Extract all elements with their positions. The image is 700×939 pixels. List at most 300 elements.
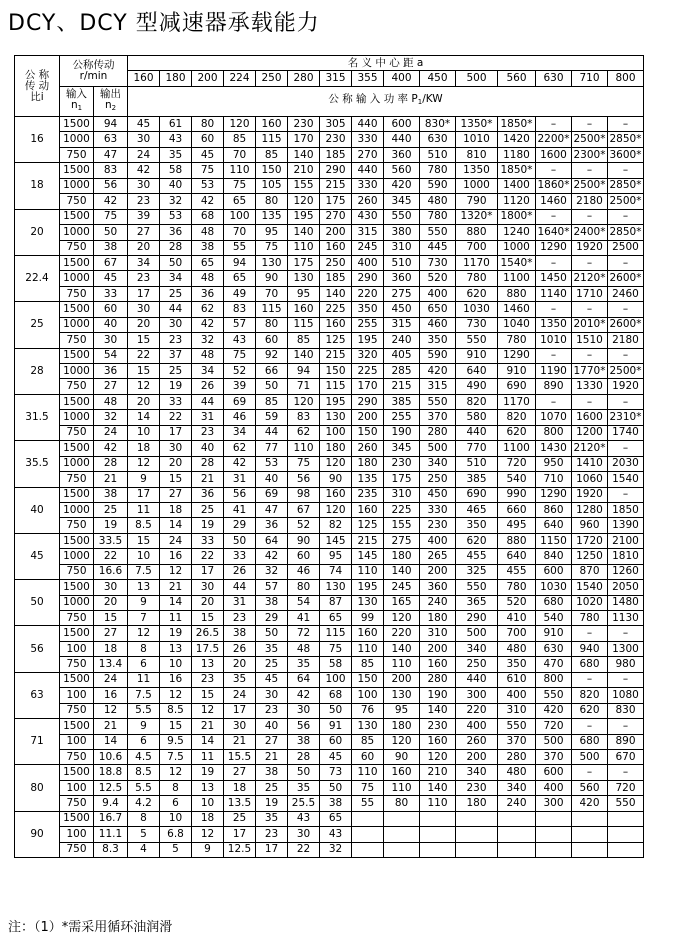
- input-speed-cell: 750: [60, 425, 94, 440]
- power-cell: 85: [352, 657, 384, 672]
- power-cell: 1250: [572, 549, 608, 564]
- ratio-cell: 45: [15, 533, 60, 579]
- power-cell: –: [572, 348, 608, 363]
- power-cell: 250: [420, 472, 456, 487]
- power-cell: 12: [128, 456, 160, 471]
- power-cell: 71: [288, 379, 320, 394]
- power-cell: 5.5: [128, 780, 160, 795]
- power-cell: 49: [224, 286, 256, 301]
- output-speed-cell: 22: [94, 549, 128, 564]
- power-cell: 510: [456, 456, 498, 471]
- power-cell: 880: [498, 533, 536, 548]
- power-cell: 195: [320, 394, 352, 409]
- power-cell: –: [536, 255, 572, 270]
- power-cell: –: [608, 672, 644, 687]
- table-body: [15, 117, 644, 858]
- table-row: [15, 410, 644, 425]
- power-cell: 47: [256, 502, 288, 517]
- power-cell: 1320*: [456, 209, 498, 224]
- power-cell: 19: [192, 518, 224, 533]
- power-cell: 470: [536, 657, 572, 672]
- output-label: 输出 $n_2$: [100, 87, 121, 112]
- power-cell: 155: [288, 178, 320, 193]
- power-cell: 38: [192, 240, 224, 255]
- power-cell: 680: [572, 657, 608, 672]
- power-cell: 69: [224, 394, 256, 409]
- power-cell: 28: [160, 240, 192, 255]
- power-cell: 2010*: [572, 317, 608, 332]
- power-cell: 75: [224, 348, 256, 363]
- power-cell: 120: [384, 611, 420, 626]
- power-cell: 22: [128, 348, 160, 363]
- power-cell: 95: [384, 703, 420, 718]
- power-cell: 44: [192, 394, 224, 409]
- center-distance-cell: 250: [256, 71, 288, 86]
- power-cell: 495: [498, 518, 536, 533]
- table-row: [15, 425, 644, 440]
- power-cell: 9: [192, 842, 224, 857]
- power-cell: 115: [256, 302, 288, 317]
- power-cell: 19: [256, 796, 288, 811]
- power-cell: 225: [320, 302, 352, 317]
- power-cell: 440: [352, 163, 384, 178]
- power-cell: 720: [498, 456, 536, 471]
- power-cell: 35: [288, 780, 320, 795]
- power-cell: 115: [320, 626, 352, 641]
- power-cell: 20: [224, 657, 256, 672]
- power-cell: –: [608, 255, 644, 270]
- power-cell: 6: [160, 796, 192, 811]
- power-cell: 44: [224, 580, 256, 595]
- power-cell: 1390: [608, 518, 644, 533]
- power-cell: [498, 811, 536, 826]
- power-cell: 65: [320, 611, 352, 626]
- power-cell: 125: [320, 333, 352, 348]
- power-cell: 31: [224, 472, 256, 487]
- power-cell: [572, 811, 608, 826]
- input-speed-cell: 750: [60, 333, 94, 348]
- power-cell: [420, 827, 456, 842]
- power-cell: 35: [224, 672, 256, 687]
- table-row: [15, 163, 644, 178]
- power-cell: 14: [160, 518, 192, 533]
- power-cell: 50: [288, 765, 320, 780]
- power-cell: 18: [224, 780, 256, 795]
- power-cell: 220: [384, 626, 420, 641]
- power-cell: 440: [456, 425, 498, 440]
- power-cell: –: [572, 626, 608, 641]
- power-cell: 180: [320, 441, 352, 456]
- power-cell: 73: [320, 765, 352, 780]
- power-cell: 95: [256, 225, 288, 240]
- power-cell: 600: [536, 564, 572, 579]
- power-cell: 80: [288, 580, 320, 595]
- power-cell: 195: [288, 209, 320, 224]
- power-cell: 1280: [572, 502, 608, 517]
- power-cell: 1770*: [572, 364, 608, 379]
- power-cell: 6: [128, 734, 160, 749]
- power-cell: 25: [256, 657, 288, 672]
- power-cell: 1290: [536, 487, 572, 502]
- power-cell: 820: [572, 688, 608, 703]
- power-cell: 620: [498, 425, 536, 440]
- power-cell: 1100: [498, 271, 536, 286]
- power-cell: 230: [420, 719, 456, 734]
- power-cell: 2030: [608, 456, 644, 471]
- output-speed-cell: 9.4: [94, 796, 128, 811]
- table-row: [15, 225, 644, 240]
- power-cell: 41: [288, 611, 320, 626]
- input-speed-cell: 750: [60, 796, 94, 811]
- power-cell: 16: [160, 672, 192, 687]
- power-cell: 990: [498, 487, 536, 502]
- power-cell: 800: [536, 425, 572, 440]
- power-cell: 23: [160, 333, 192, 348]
- power-cell: 14: [128, 410, 160, 425]
- power-cell: 280: [498, 749, 536, 764]
- ratio-cell: 90: [15, 811, 60, 857]
- power-cell: 330: [352, 178, 384, 193]
- power-cell: 700: [456, 240, 498, 255]
- table-row: [15, 595, 644, 610]
- power-cell: 1850*: [498, 117, 536, 132]
- input-speed-cell: 1500: [60, 765, 94, 780]
- power-cell: 35: [288, 657, 320, 672]
- power-cell: [572, 827, 608, 842]
- output-speed-cell: 25: [94, 502, 128, 517]
- table-row: [15, 626, 644, 641]
- power-cell: 70: [224, 225, 256, 240]
- input-speed-cell: 100: [60, 641, 94, 656]
- power-cell: 18: [192, 811, 224, 826]
- power-cell: 480: [498, 641, 536, 656]
- power-cell: 5: [128, 827, 160, 842]
- power-cell: 42: [192, 317, 224, 332]
- power-cell: 2850*: [608, 132, 644, 147]
- power-cell: 2500: [608, 240, 644, 255]
- power-cell: –: [536, 302, 572, 317]
- power-header: 公 称 输 入 功 率 $P_1/KW$: [128, 86, 644, 116]
- power-cell: 44: [256, 425, 288, 440]
- ratio-cell: 40: [15, 487, 60, 533]
- power-cell: 200: [384, 672, 420, 687]
- power-cell: 330: [352, 132, 384, 147]
- output-speed-cell: 15: [94, 611, 128, 626]
- input-speed-cell: 1500: [60, 626, 94, 641]
- power-cell: 43: [224, 333, 256, 348]
- power-cell: 2460: [608, 286, 644, 301]
- output-speed-cell: 19: [94, 518, 128, 533]
- output-speed-cell: 48: [94, 394, 128, 409]
- power-cell: 820: [498, 410, 536, 425]
- power-cell: 13: [192, 657, 224, 672]
- power-cell: 5.5: [128, 703, 160, 718]
- power-cell: 40: [256, 472, 288, 487]
- power-cell: 195: [352, 580, 384, 595]
- power-cell: 115: [288, 317, 320, 332]
- power-cell: 550: [456, 333, 498, 348]
- power-cell: 34: [160, 271, 192, 286]
- power-cell: 19: [160, 379, 192, 394]
- power-cell: 270: [352, 147, 384, 162]
- power-cell: 25: [160, 364, 192, 379]
- power-cell: 110: [352, 641, 384, 656]
- ratio-cell: 71: [15, 719, 60, 765]
- table-row: [15, 580, 644, 595]
- power-cell: 12.5: [224, 842, 256, 857]
- power-cell: 275: [384, 286, 420, 301]
- power-cell: 34: [224, 425, 256, 440]
- input-speed-cell: 750: [60, 518, 94, 533]
- power-cell: 36: [160, 225, 192, 240]
- power-cell: 8.5: [160, 703, 192, 718]
- power-cell: 20: [128, 240, 160, 255]
- power-cell: 41: [224, 502, 256, 517]
- power-cell: 405: [384, 348, 420, 363]
- power-cell: 1070: [536, 410, 572, 425]
- power-cell: 1420: [498, 132, 536, 147]
- power-cell: 540: [498, 472, 536, 487]
- power-cell: 38: [320, 796, 352, 811]
- output-speed-cell: 50: [94, 225, 128, 240]
- power-cell: 1350: [456, 163, 498, 178]
- power-cell: [384, 842, 420, 857]
- power-cell: 290: [456, 611, 498, 626]
- power-cell: 185: [320, 147, 352, 162]
- power-cell: 31: [224, 595, 256, 610]
- power-cell: 160: [420, 734, 456, 749]
- power-cell: 450: [384, 302, 420, 317]
- power-cell: 145: [320, 533, 352, 548]
- power-cell: 25: [256, 780, 288, 795]
- power-cell: 19: [160, 626, 192, 641]
- center-distance-cell: 280: [288, 71, 320, 86]
- ratio-cell: 63: [15, 672, 60, 718]
- power-cell: 1720: [572, 533, 608, 548]
- power-cell: 27: [224, 765, 256, 780]
- table-row: [15, 796, 644, 811]
- power-cell: 315: [352, 225, 384, 240]
- power-cell: 255: [352, 317, 384, 332]
- power-cell: 230: [288, 117, 320, 132]
- input-speed-cell: 1500: [60, 394, 94, 409]
- output-speed-cell: 16.6: [94, 564, 128, 579]
- power-cell: 1080: [608, 688, 644, 703]
- power-cell: 1810: [608, 549, 644, 564]
- power-cell: 1120: [498, 194, 536, 209]
- power-cell: 600: [536, 765, 572, 780]
- power-cell: 130: [352, 719, 384, 734]
- power-cell: 190: [420, 688, 456, 703]
- power-cell: 6.8: [160, 827, 192, 842]
- power-cell: 35: [256, 811, 288, 826]
- power-cell: 43: [160, 132, 192, 147]
- power-cell: 810: [456, 147, 498, 162]
- table-row: [15, 379, 644, 394]
- power-cell: 1400: [498, 178, 536, 193]
- power-cell: 12: [192, 703, 224, 718]
- power-cell: 410: [498, 611, 536, 626]
- power-cell: 160: [352, 626, 384, 641]
- power-cell: 1480: [608, 595, 644, 610]
- power-cell: 230: [384, 456, 420, 471]
- table-row: [15, 348, 644, 363]
- center-distance-cell: 450: [420, 71, 456, 86]
- power-cell: 140: [288, 147, 320, 162]
- power-cell: 15: [192, 688, 224, 703]
- power-cell: 1030: [536, 580, 572, 595]
- power-cell: 890: [536, 379, 572, 394]
- power-cell: 92: [256, 348, 288, 363]
- power-cell: 550: [536, 688, 572, 703]
- power-cell: 31: [192, 410, 224, 425]
- power-cell: 39: [224, 379, 256, 394]
- power-cell: [608, 811, 644, 826]
- power-cell: 66: [256, 364, 288, 379]
- power-cell: 880: [498, 286, 536, 301]
- power-cell: 950: [536, 456, 572, 471]
- power-cell: 48: [192, 225, 224, 240]
- power-cell: 15: [160, 719, 192, 734]
- power-cell: –: [608, 626, 644, 641]
- power-cell: 1290: [498, 348, 536, 363]
- power-cell: 120: [224, 117, 256, 132]
- power-cell: 230: [320, 132, 352, 147]
- power-cell: 185: [320, 271, 352, 286]
- power-cell: 21: [256, 749, 288, 764]
- power-cell: 17: [160, 425, 192, 440]
- power-cell: 120: [420, 749, 456, 764]
- power-cell: 25: [224, 811, 256, 826]
- power-cell: 8.5: [128, 518, 160, 533]
- power-cell: 18: [160, 502, 192, 517]
- power-cell: 61: [160, 117, 192, 132]
- power-cell: 36: [192, 286, 224, 301]
- power-cell: 20: [192, 595, 224, 610]
- power-cell: 550: [498, 719, 536, 734]
- output-speed-cell: 42: [94, 441, 128, 456]
- ratio-cell: 28: [15, 348, 60, 394]
- output-speed-cell: 21: [94, 472, 128, 487]
- power-cell: 44: [160, 302, 192, 317]
- power-cell: 15: [160, 472, 192, 487]
- power-cell: 780: [420, 163, 456, 178]
- power-cell: 2500*: [608, 364, 644, 379]
- output-speed-cell: 10.6: [94, 749, 128, 764]
- power-cell: 600: [384, 117, 420, 132]
- power-cell: 880: [456, 225, 498, 240]
- power-cell: 45: [192, 147, 224, 162]
- power-cell: 1200: [572, 425, 608, 440]
- table-row: [15, 827, 644, 842]
- power-cell: 46: [224, 410, 256, 425]
- power-cell: 38: [224, 626, 256, 641]
- power-cell: 27: [256, 734, 288, 749]
- power-cell: –: [572, 302, 608, 317]
- table-row: [15, 178, 644, 193]
- table-row: [15, 317, 644, 332]
- power-cell: 145: [352, 549, 384, 564]
- input-speed-cell: 750: [60, 194, 94, 209]
- power-cell: 120: [384, 734, 420, 749]
- power-cell: 6: [128, 657, 160, 672]
- power-cell: 23: [224, 611, 256, 626]
- power-cell: 60: [352, 749, 384, 764]
- power-cell: 62: [192, 302, 224, 317]
- power-cell: 590: [420, 348, 456, 363]
- power-cell: [536, 811, 572, 826]
- power-cell: 140: [320, 286, 352, 301]
- power-cell: 17: [128, 487, 160, 502]
- power-cell: 290: [352, 394, 384, 409]
- ratio-cell: 35.5: [15, 441, 60, 487]
- power-cell: [608, 842, 644, 857]
- power-cell: 85: [256, 147, 288, 162]
- input-speed-cell: 1500: [60, 117, 94, 132]
- center-distance-cell: 315: [320, 71, 352, 86]
- power-cell: 1640*: [536, 225, 572, 240]
- power-cell: 72: [288, 626, 320, 641]
- power-cell: 90: [256, 271, 288, 286]
- power-cell: 455: [456, 549, 498, 564]
- power-cell: 365: [456, 595, 498, 610]
- power-cell: 43: [288, 811, 320, 826]
- power-cell: 315: [420, 379, 456, 394]
- power-cell: 420: [572, 796, 608, 811]
- power-cell: 22: [288, 842, 320, 857]
- power-cell: 85: [224, 132, 256, 147]
- power-cell: 15.5: [224, 749, 256, 764]
- output-speed-cell: 18.8: [94, 765, 128, 780]
- power-cell: 1350*: [456, 117, 498, 132]
- power-cell: 9: [128, 472, 160, 487]
- power-cell: 1010: [456, 132, 498, 147]
- power-cell: 180: [420, 611, 456, 626]
- power-cell: 1450: [536, 271, 572, 286]
- power-cell: –: [536, 209, 572, 224]
- power-cell: –: [572, 209, 608, 224]
- power-cell: 30: [224, 719, 256, 734]
- power-cell: 110: [352, 765, 384, 780]
- power-cell: 690: [498, 379, 536, 394]
- power-cell: 60: [288, 549, 320, 564]
- power-cell: 17.5: [192, 641, 224, 656]
- power-cell: 170: [352, 379, 384, 394]
- ratio-cell: 31.5: [15, 394, 60, 440]
- power-cell: 100: [352, 688, 384, 703]
- power-cell: 300: [536, 796, 572, 811]
- power-cell: 7.5: [160, 749, 192, 764]
- power-cell: 38: [256, 595, 288, 610]
- power-cell: 250: [320, 255, 352, 270]
- output-speed-cell: 47: [94, 147, 128, 162]
- power-cell: [608, 827, 644, 842]
- power-cell: 50: [224, 533, 256, 548]
- power-cell: 21: [160, 580, 192, 595]
- table-row: [15, 286, 644, 301]
- power-cell: 1800*: [498, 209, 536, 224]
- table-row: [15, 394, 644, 409]
- power-cell: 860: [536, 502, 572, 517]
- power-cell: 46: [288, 564, 320, 579]
- power-cell: 25: [192, 502, 224, 517]
- power-cell: 830*: [420, 117, 456, 132]
- power-cell: 14: [160, 595, 192, 610]
- power-cell: 28: [288, 749, 320, 764]
- power-cell: 13: [128, 580, 160, 595]
- power-cell: 12: [160, 688, 192, 703]
- output-speed-cell: 94: [94, 117, 128, 132]
